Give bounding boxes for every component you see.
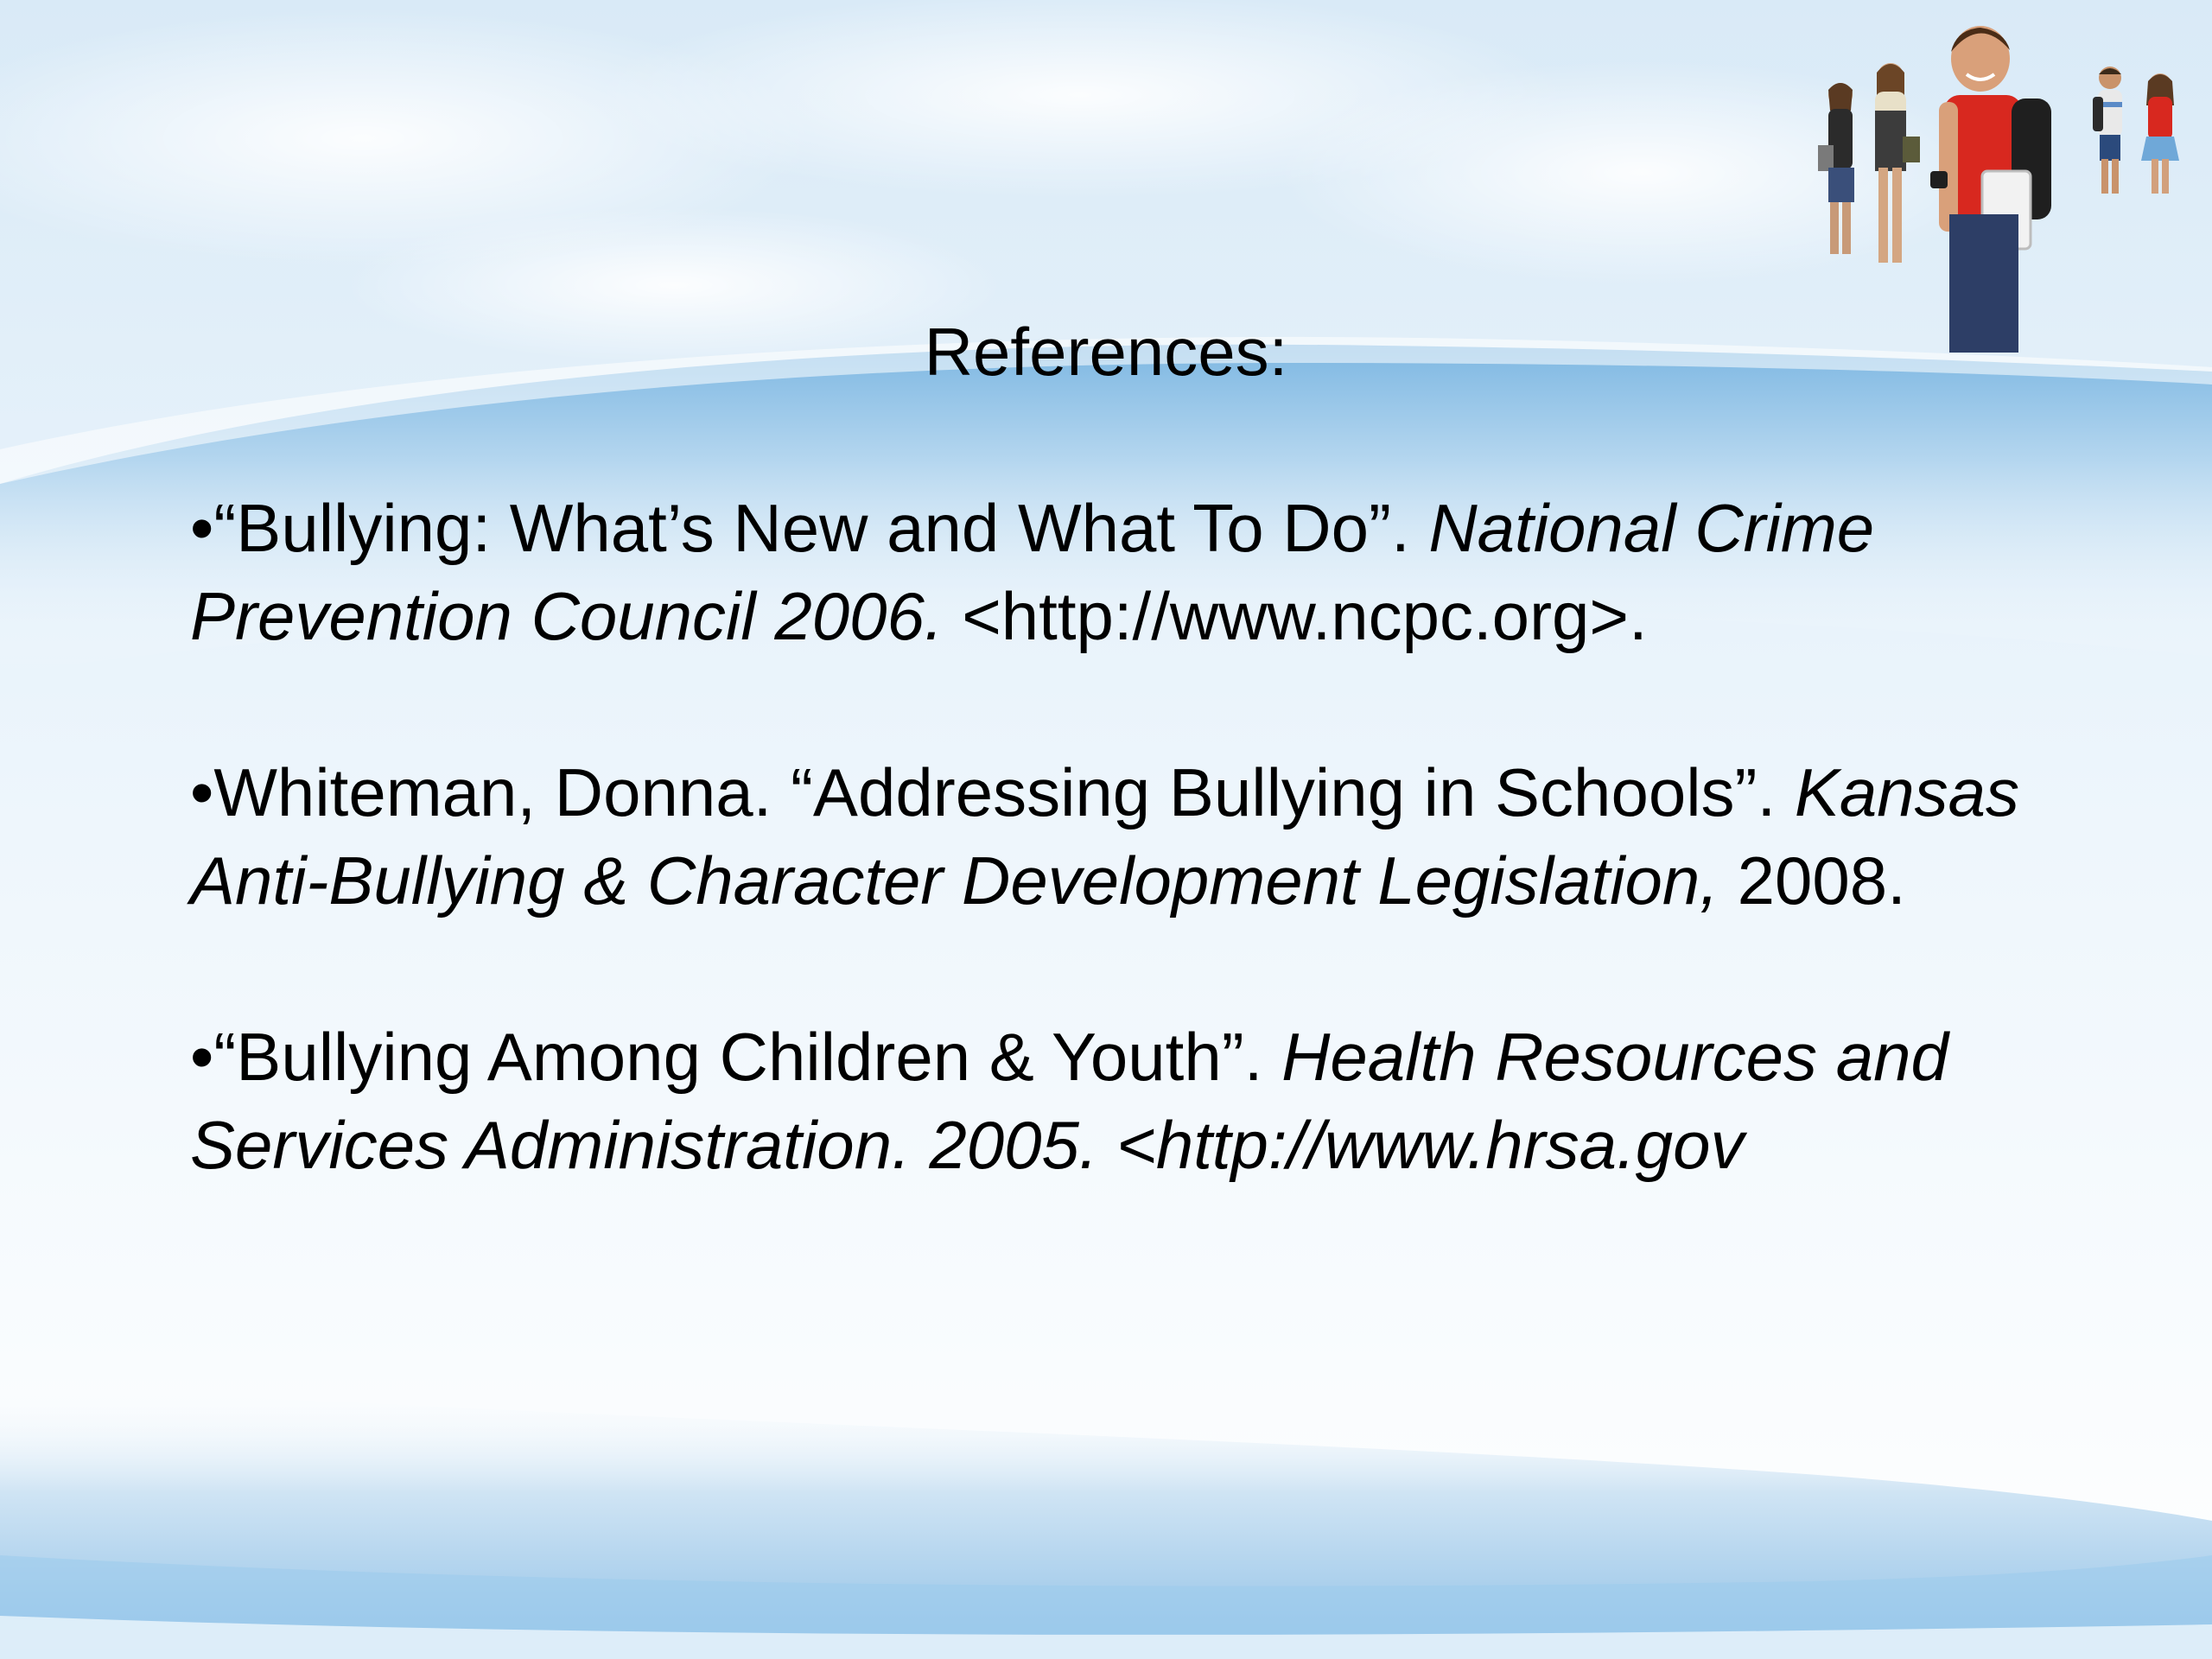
reference-title: “Bullying Among Children & Youth”. — [213, 1019, 1282, 1095]
bullet-marker: • — [190, 490, 214, 566]
reference-source: Kansas Anti-Bullying & Character Development Legislation, — [190, 754, 2020, 918]
reference-source: National Crime Prevention Council 2006. — [190, 490, 1875, 654]
reference-title: Whiteman, Donna. “Addressing Bullying in Schools”. — [213, 754, 1795, 830]
reference-item — [190, 748, 2091, 925]
page-title: References: — [924, 314, 1288, 390]
reference-year: 2008. — [1718, 842, 1906, 918]
student-small-girl-figure — [2141, 73, 2179, 194]
student-girl-left-figure — [1818, 83, 1854, 254]
students-group-photo — [1789, 16, 2195, 361]
reference-source: Health Resources and Services Administration. 2005. <http://www.hrsa.gov — [190, 1019, 1948, 1183]
references-list — [190, 484, 2091, 1189]
student-girl-mid-figure — [1875, 63, 1920, 263]
bullet-marker: • — [190, 1019, 214, 1095]
reference-item — [190, 484, 2091, 660]
reference-item — [190, 1013, 2091, 1189]
bullet-marker: • — [190, 754, 214, 830]
student-boy-red-shirt-figure — [1930, 26, 2051, 353]
reference-title: “Bullying: What’s New and What To Do”. — [213, 490, 1429, 566]
student-small-boy-figure — [2093, 67, 2122, 194]
reference-url: <http://www.ncpc.org>. — [943, 578, 1648, 654]
